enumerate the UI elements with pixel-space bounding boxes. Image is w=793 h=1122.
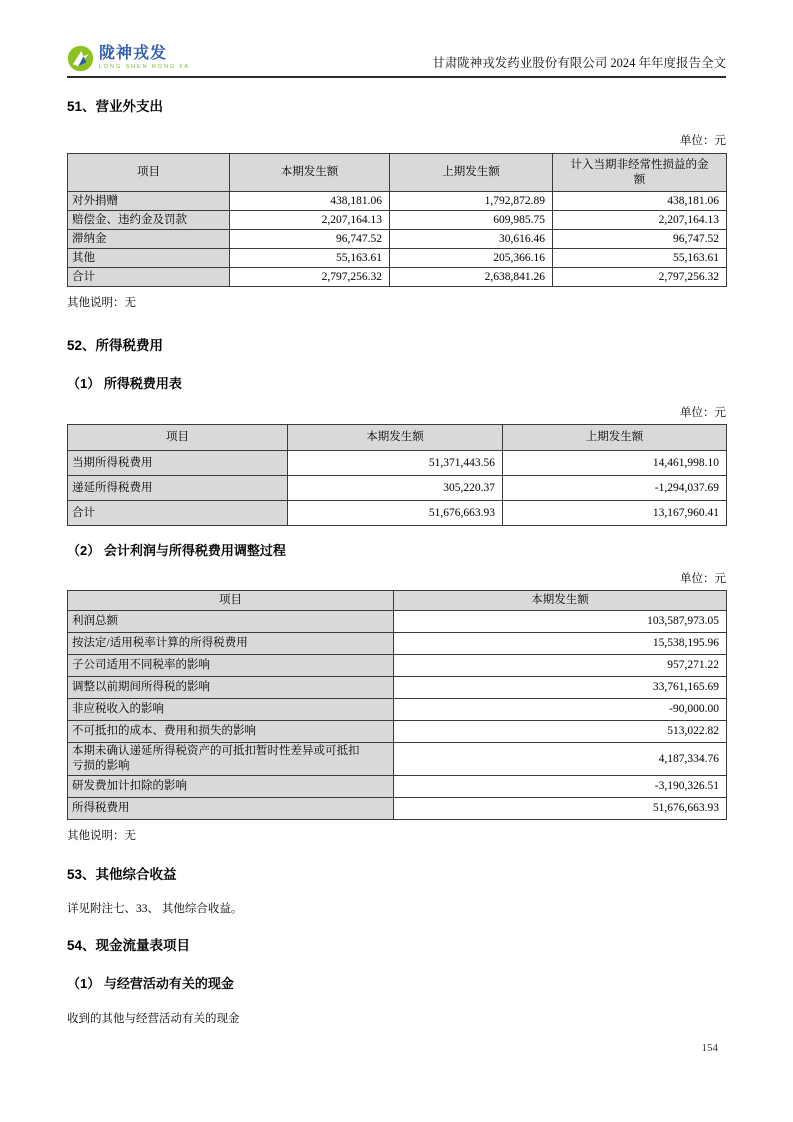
row-value-cell: 513,022.82 xyxy=(394,721,727,743)
row-item-cell: 按法定/适用税率计算的所得税费用 xyxy=(68,633,394,655)
row-value-cell: 33,761,165.69 xyxy=(394,677,727,699)
section-51-unit-label: 单位：元 xyxy=(680,135,726,147)
column-header: 项目 xyxy=(68,154,230,192)
row-value-cell: 205,366.16 xyxy=(390,249,553,268)
section-52-1-title: （1） 所得税费用表 xyxy=(67,376,182,391)
table-row xyxy=(68,611,727,633)
row-item-cell: 不可抵扣的成本、费用和损失的影响 xyxy=(68,721,394,743)
table-row xyxy=(68,192,727,211)
table-row xyxy=(68,699,727,721)
section-52-2-title: （2） 会计利润与所得税费用调整过程 xyxy=(67,543,286,558)
column-header-text: 计入当期非经常性损益的金额 xyxy=(570,158,709,186)
row-value-cell: 51,676,663.93 xyxy=(288,501,503,526)
row-item-cell: 本期未确认递延所得税资产的可抵扣暂时性差异或可抵扣亏损的影响 xyxy=(68,743,394,776)
column-header xyxy=(553,154,727,192)
section-54-1-title: （1） 与经营活动有关的现金 xyxy=(67,976,234,991)
row-item-cell: 其他 xyxy=(68,249,230,268)
table-row xyxy=(68,249,727,268)
column-header: 项目 xyxy=(68,425,288,451)
row-value-cell: 438,181.06 xyxy=(553,192,727,211)
row-value-cell: 4,187,334.76 xyxy=(394,743,727,776)
row-value-cell: 55,163.61 xyxy=(230,249,390,268)
row-value-cell: 103,587,973.05 xyxy=(394,611,727,633)
column-header: 本期发生额 xyxy=(230,154,390,192)
row-value-cell: 51,676,663.93 xyxy=(394,798,727,820)
table-row xyxy=(68,776,727,798)
table-total-row xyxy=(68,268,727,287)
row-value-cell: 2,638,841.26 xyxy=(390,268,553,287)
table-row xyxy=(68,230,727,249)
table-row xyxy=(68,633,727,655)
table-row xyxy=(68,451,727,476)
row-value-cell: 957,271.22 xyxy=(394,655,727,677)
logo-text xyxy=(99,46,190,70)
row-value-cell: 609,985.75 xyxy=(390,211,553,230)
logo-en-text: LONG SHEN RONG FA xyxy=(99,64,190,71)
section-53-title: 53、其他综合收益 xyxy=(67,867,177,882)
row-value-cell: 14,461,998.10 xyxy=(503,451,727,476)
table-header-row xyxy=(68,425,727,451)
row-item-cell: 对外捐赠 xyxy=(68,192,230,211)
table-total-row xyxy=(68,501,727,526)
row-value-cell: 96,747.52 xyxy=(230,230,390,249)
row-value-cell: 96,747.52 xyxy=(553,230,727,249)
section-52-note: 其他说明：无 xyxy=(67,830,136,842)
row-item-cell: 所得税费用 xyxy=(68,798,394,820)
page-number: 154 xyxy=(701,1042,718,1054)
row-value-cell: 2,797,256.32 xyxy=(553,268,727,287)
row-item-cell: 递延所得税费用 xyxy=(68,476,288,501)
row-value-cell: 2,797,256.32 xyxy=(230,268,390,287)
row-value-cell: 55,163.61 xyxy=(553,249,727,268)
logo-cn-text: 陇神戎发 xyxy=(99,45,168,63)
company-logo-icon xyxy=(67,45,94,72)
column-header: 项目 xyxy=(68,591,394,611)
row-item-cell: 当期所得税费用 xyxy=(68,451,288,476)
non-operating-expenses-table xyxy=(67,153,727,287)
row-value-cell: 2,207,164.13 xyxy=(553,211,727,230)
column-header: 上期发生额 xyxy=(390,154,553,192)
row-item-cell: 调整以前期间所得税的影响 xyxy=(68,677,394,699)
row-value-cell: 15,538,195.96 xyxy=(394,633,727,655)
row-value-cell: 438,181.06 xyxy=(230,192,390,211)
row-value-cell: 1,792,872.89 xyxy=(390,192,553,211)
row-item-cell: 非应税收入的影响 xyxy=(68,699,394,721)
row-item-cell: 研发费加计扣除的影响 xyxy=(68,776,394,798)
row-value-cell: 13,167,960.41 xyxy=(503,501,727,526)
section-51-note: 其他说明：无 xyxy=(67,297,136,309)
section-52-2-unit-label: 单位：元 xyxy=(680,573,726,585)
row-value-cell: 30,616.46 xyxy=(390,230,553,249)
row-item-cell: 利润总额 xyxy=(68,611,394,633)
table-row xyxy=(68,211,727,230)
table-row xyxy=(68,677,727,699)
table-header-row xyxy=(68,154,727,192)
company-logo xyxy=(67,45,190,72)
document-title: 甘肃陇神戎发药业股份有限公司 2024 年年度报告全文 xyxy=(432,56,726,70)
page-header xyxy=(67,45,726,78)
row-value-cell: -3,190,326.51 xyxy=(394,776,727,798)
row-value-cell: 2,207,164.13 xyxy=(230,211,390,230)
section-53-body: 详见附注七、33、 其他综合收益。 xyxy=(67,903,243,915)
table-total-row xyxy=(68,798,727,820)
row-value-cell: 305,220.37 xyxy=(288,476,503,501)
table-row xyxy=(68,476,727,501)
section-52-title: 52、所得税费用 xyxy=(67,338,164,353)
table-row xyxy=(68,721,727,743)
column-header: 本期发生额 xyxy=(394,591,727,611)
section-52-1-unit-label: 单位：元 xyxy=(680,407,726,419)
income-tax-expense-table xyxy=(67,424,727,526)
section-54-title: 54、现金流量表项目 xyxy=(67,938,191,953)
row-item-cell: 子公司适用不同税率的影响 xyxy=(68,655,394,677)
table-header-row xyxy=(68,591,727,611)
row-value-cell: -1,294,037.69 xyxy=(503,476,727,501)
row-value-cell: -90,000.00 xyxy=(394,699,727,721)
table-row xyxy=(68,655,727,677)
section-51-title: 51、营业外支出 xyxy=(67,99,164,114)
row-item-cell: 合计 xyxy=(68,501,288,526)
row-item-cell: 合计 xyxy=(68,268,230,287)
row-value-cell: 51,371,443.56 xyxy=(288,451,503,476)
tax-adjustment-table xyxy=(67,590,727,820)
row-item-cell: 赔偿金、违约金及罚款 xyxy=(68,211,230,230)
page-content xyxy=(67,45,726,1027)
row-item-cell: 滞纳金 xyxy=(68,230,230,249)
table-row xyxy=(68,743,727,776)
column-header: 本期发生额 xyxy=(288,425,503,451)
column-header: 上期发生额 xyxy=(503,425,727,451)
section-54-body: 收到的其他与经营活动有关的现金 xyxy=(67,1013,240,1025)
